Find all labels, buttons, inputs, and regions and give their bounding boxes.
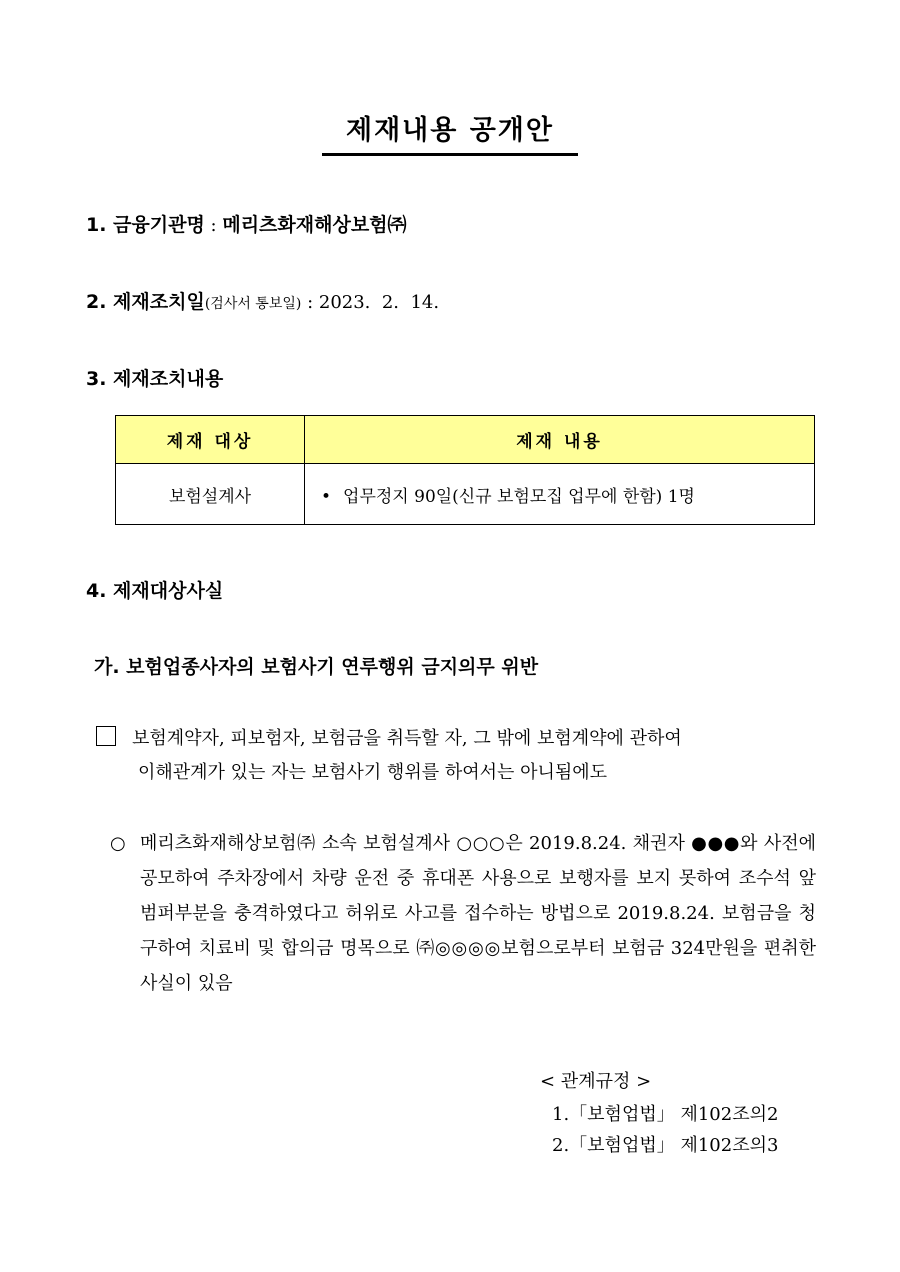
checkbox-square-icon [96,726,116,746]
sanction-date-separator: : [301,292,319,313]
table-cell-target: 보험설계사 [116,464,305,525]
fact-paragraph [110,826,816,1001]
table-cell-content [305,464,815,525]
facts-label: 4. 제재대상사실 [86,580,224,602]
document-title: 제재내용 공개안 [322,108,578,156]
obligation-line-2: 이해관계가 있는 자는 보험사기 행위를 하여서는 아니됨에도 [138,762,608,783]
table-header-row [116,416,815,464]
circle-bullet-icon: ○ [110,833,126,854]
regulations-heading: < 관계규정 > [540,1071,652,1092]
institution-name: 메리츠화재해상보험㈜ [222,214,407,236]
sanction-date-note: (검사서 통보일) [204,296,302,312]
section-facts-heading [86,576,223,603]
document-title-wrap [0,108,900,156]
sanction-date-value: 2023. 2. 14. [318,292,440,313]
obligation-paragraph [96,722,816,790]
sanction-content-label: 3. 제재조치내용 [86,368,224,390]
table-header-content: 제재 내용 [305,416,815,464]
violation-subheading: 가. 보험업종사자의 보험사기 연루행위 금지의무 위반 [94,656,539,678]
institution-separator: : [204,215,223,236]
section-sanction-content-heading [86,364,223,391]
regulation-item: 2.「보험업법」 제102조의3 [552,1135,779,1156]
bullet-icon: • [321,486,332,507]
table-row [116,464,815,525]
related-regulations [540,1066,778,1161]
table-header-target: 제재 대상 [116,416,305,464]
obligation-line-1: 보험계약자, 피보험자, 보험금을 취득할 자, 그 밖에 보험계약에 관하여 [132,728,682,749]
sanction-date-label: 2. 제재조치일 [86,291,205,313]
section-sanction-date [86,287,439,314]
sanction-table [115,415,815,525]
section-institution [86,210,407,237]
regulation-item: 1.「보험업법」 제102조의2 [552,1104,779,1125]
sanction-detail: 업무정지 90일(신규 보험모집 업무에 한함) 1명 [343,486,695,507]
institution-label: 1. 금융기관명 [86,214,205,236]
fact-text: 메리츠화재해상보험㈜ 소속 보험설계사 ○○○은 2019.8.24. 채권자 ●●●와 사전에 공모하여 주차장에서 차량 운전 중 휴대폰 사용으로 보행자를 보지 못하여 조수석 앞 범퍼부분을 충격하였다고 허위로 사고를 접수하는 방법으로 2019.8.24. 보험금을 청구하여 치료비 및 합의금 명목으로 ㈜◎◎◎◎보험으로부터 보험금 324만원을 편취한 사실이 있음 [140,833,816,994]
